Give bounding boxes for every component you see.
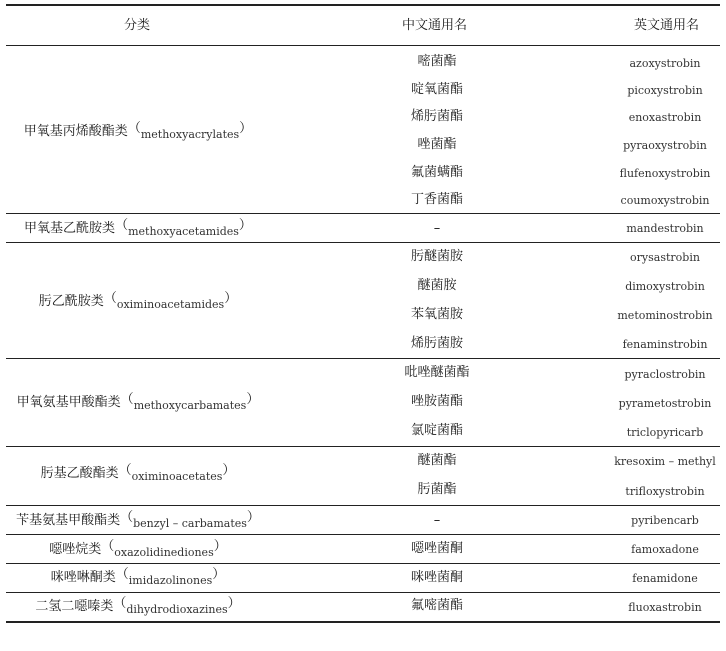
category-cell: 苄基氨基甲酸酯类$(_{benzyl - carbamates})$	[16, 510, 260, 530]
en-name: pyraoxystrobin	[623, 139, 707, 152]
category-cn: 咪唑啉酮类	[50, 570, 116, 585]
cn-name: 醚菌胺	[417, 278, 457, 293]
en-name: dimoxystrobin	[625, 280, 705, 293]
en-name: pyraclostrobin	[624, 368, 706, 381]
category-en: dihydrodioxazines	[126, 603, 228, 616]
en-name: triclopyricarb	[626, 426, 704, 439]
category-en: methoxycarbamates	[133, 399, 247, 412]
cn-name: 醚菌酯	[417, 453, 457, 468]
category-cn: 甲氧氨基甲酸酯类	[16, 395, 121, 410]
cn-name: –	[433, 221, 441, 236]
category-en: oxazolidinediones	[114, 546, 214, 559]
category-en: oximinoacetamides	[116, 298, 225, 311]
cn-name: 唑胺菌酯	[410, 394, 463, 409]
header-category: 分类	[124, 18, 151, 33]
cn-name: 唑菌酯	[417, 137, 457, 152]
cn-name: 苯氧菌胺	[410, 307, 463, 322]
cn-name: 咪唑菌酮	[410, 570, 463, 585]
cn-name: 烯肟菌酯	[410, 109, 463, 124]
en-name: azoxystrobin	[629, 57, 701, 70]
category-en: methoxyacetamides	[128, 225, 239, 238]
category-cell: 噁唑烷类$(_{oxazolidinediones})$	[49, 539, 227, 559]
en-name: famoxadone	[631, 543, 699, 556]
header-bottom-rule	[6, 45, 720, 46]
category-cn: 肟乙酰胺类	[38, 294, 104, 309]
category-cell: 二氢二噁嗪类$(_{dihydrodioxazines})$	[35, 596, 241, 616]
en-name: mandestrobin	[626, 222, 704, 235]
group-divider	[6, 358, 720, 359]
en-name: fenamidone	[632, 572, 698, 585]
cn-name: 氟菌螨酯	[410, 165, 463, 180]
group-divider	[6, 446, 720, 447]
group-divider	[6, 505, 720, 506]
table-top-rule	[6, 4, 720, 6]
en-name: pyribencarb	[631, 514, 699, 527]
en-name: metominostrobin	[617, 309, 713, 322]
cn-name: 肟菌酯	[417, 482, 457, 497]
en-name: pyrametostrobin	[618, 397, 712, 410]
en-name: trifloxystrobin	[625, 485, 705, 498]
category-en: oximinoacetates	[131, 470, 223, 483]
table-bottom-rule	[6, 621, 720, 623]
category-cn: 噁唑烷类	[49, 542, 102, 557]
en-name: flufenoxystrobin	[619, 167, 711, 180]
category-en: benzyl – carbamates	[133, 517, 247, 530]
category-cell: 肟基乙酸酯类$(_{oximinoacetates})$	[40, 463, 236, 483]
category-cell: 咪唑啉酮类$(_{imidazolinones})$	[50, 567, 226, 587]
en-name: orysastrobin	[630, 251, 700, 264]
group-divider	[6, 592, 720, 593]
cn-name: 烯肟菌胺	[410, 336, 463, 351]
en-name: kresoxim – methyl	[614, 455, 716, 468]
group-divider	[6, 563, 720, 564]
category-en: imidazolinones	[128, 574, 213, 587]
category-en: methoxyacrylates	[140, 128, 240, 141]
category-cn: 苄基氨基甲酸酯类	[16, 513, 121, 528]
en-name: fenaminstrobin	[622, 338, 708, 351]
en-name: fluoxastrobin	[628, 601, 702, 614]
cn-name: 肟醚菌胺	[410, 249, 463, 264]
header-cn-name: 中文通用名	[402, 18, 468, 33]
en-name: enoxastrobin	[628, 111, 702, 124]
en-name: picoxystrobin	[627, 84, 703, 97]
en-name: coumoxystrobin	[620, 194, 710, 207]
group-divider	[6, 213, 720, 214]
category-cn: 二氢二噁嗪类	[35, 599, 114, 614]
category-cell: 甲氧基丙烯酸酯类$(_{methoxyacrylates})$	[23, 121, 253, 141]
cn-name: 氯啶菌酯	[410, 423, 463, 438]
category-cn: 肟基乙酸酯类	[40, 466, 119, 481]
cn-name: 氟嘧菌酯	[410, 598, 463, 613]
category-cell: 甲氧氨基甲酸酯类$(_{methoxycarbamates})$	[16, 392, 260, 412]
category-cell: 肟乙酰胺类$(_{oximinoacetamides})$	[38, 291, 238, 311]
cn-name: 啶氧菌酯	[410, 82, 463, 97]
group-divider	[6, 534, 720, 535]
header-en-name: 英文通用名	[634, 18, 700, 33]
category-cn: 甲氧基丙烯酸酯类	[23, 124, 128, 139]
cn-name: 吡唑醚菌酯	[404, 365, 470, 380]
category-cell: 甲氧基乙酰胺类$(_{methoxyacetamides})$	[24, 218, 252, 238]
cn-name: –	[433, 513, 441, 528]
cn-name: 噁唑菌酮	[410, 541, 463, 556]
category-cn: 甲氧基乙酰胺类	[24, 221, 116, 236]
cn-name: 丁香菌酯	[410, 192, 463, 207]
group-divider	[6, 242, 720, 243]
cn-name: 嘧菌酯	[417, 54, 457, 69]
